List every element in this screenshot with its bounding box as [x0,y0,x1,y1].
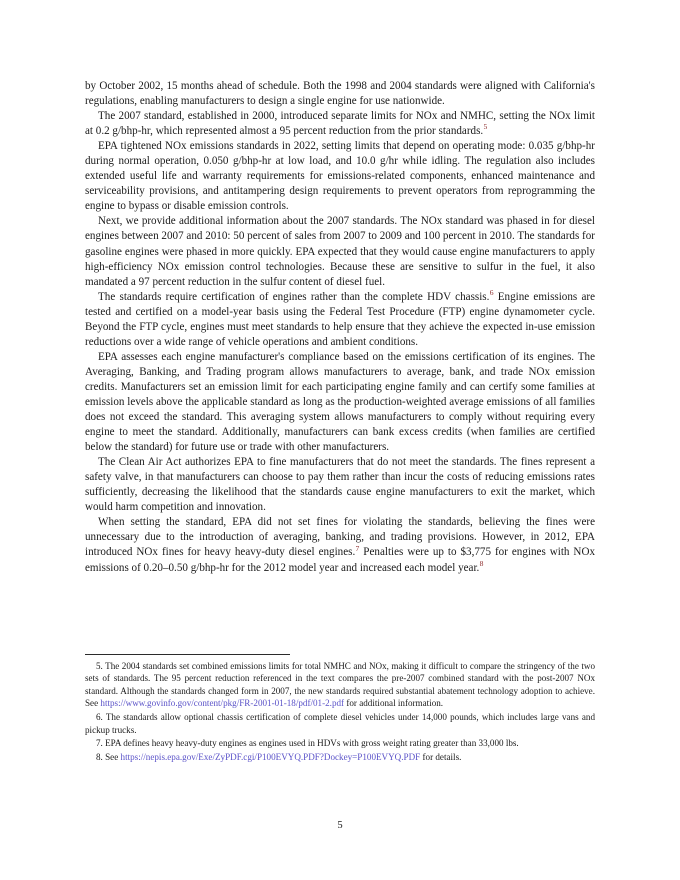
body-text-block [85,79,595,576]
footnotes-section [85,654,595,764]
paragraph-text-after-marker: Penalties were up to $3,775 for engines with NOx emissions of 0.20–0.50 g/bhp-hr for the 2012 model year and increased each model year. [85,546,595,574]
footnote-link-nepis[interactable]: https://nepis.epa.gov/Exe/ZyPDF.cgi/P100EVYQ.PDF?Dockey=P100EVYQ.PDF [120,752,421,763]
paragraph-text: Next, we provide additional information about the 2007 standards. The NOx standard was phased in for diesel engines between 2007 and 2010: 50 percent of sales from 2007 to 2009 and 100 percent in 2010. The standards for gasoline engines were phased in more quickly. EPA expected that they would cause engine manufacturers to apply high-efficiency NOx emission control technologies. Because these are sensitive to sulfur in the fuel, it also mandated a 97 percent reduction in the sulfur content of diesel fuel. [85,215,595,288]
paragraph-text: EPA tightened NOx emissions standards in 2022, setting limits that depend on operating mode: 0.035 g/bhp-hr during normal operation, 0.050 g/bhp-hr at low load, and 10.0 g/hr while idling. The regulation also includes extended useful life and warranty requirements for emissions-related components, enhanced maintenance and serviceability provisions, and antitampering design requirements to prevent operators from reprogramming the engine to bypass or disable emission controls. [85,140,595,213]
footnote-marker-7[interactable]: 7 [355,543,360,553]
paragraph-clean-air-act-fines [85,455,595,515]
footnote-text-before-url: See [102,752,121,763]
footnote-text-after-url: for details. [420,752,462,763]
footnote-text: The standards allow optional chassis certification of complete diesel vehicles under 14,000 pounds, which includes large vans and pickup trucks. [85,712,595,735]
footnote-7 [85,737,595,749]
footnote-link-govinfo[interactable]: https://www.govinfo.gov/content/pkg/FR-2001-01-18/pdf/01-2.pdf [100,698,345,709]
footnote-marker-6[interactable]: 6 [489,287,494,297]
paragraph-2007-standard [85,109,595,139]
paragraph-certification [85,287,595,350]
footnote-text-before-url: The 2004 standards set combined emissions limits for total NMHC and NOx, making it difficult to compare the stringency of the two sets of standards. The 95 percent reduction referenced in the text compares the pre-2007 combined standard with the post-2007 NOx standard. Although the standards changed form in 2007, the new standards required substantial abatement technology adoption to achieve. See [85,661,595,709]
footnote-marker-8[interactable]: 8 [479,558,484,568]
paragraph-text: The 2007 standard, established in 2000, introduced separate limits for NOx and NMHC, setting the NOx limit at 0.2 g/bhp-hr, which represented almost a 95 percent reduction from the prior standards. [85,110,595,138]
footnote-number: 5. [96,661,103,671]
footnote-6 [85,711,595,736]
page-number: 5 [337,820,343,831]
paragraph-text-before-marker: The standards require certification of engines rather than the complete HDV chassis. [98,290,490,303]
paragraph-text-before-marker: When setting the standard, EPA did not set fines for violating the standards, believing the fines were unnecessary due to the introduction of averaging, banking, and trading provisions. However, in 2012, EPA introduced NOx fines for heavy heavy-duty diesel engines. [85,516,595,559]
paragraph-text: The Clean Air Act authorizes EPA to fine manufacturers that do not meet the standards. The fines represent a safety valve, in that manufacturers can choose to pay them rather than incur the costs of reducing emissions rates sufficiently, decreasing the likelihood that the standards cause engine manufacturers to exit the market, which would harm competition and innovation. [85,456,595,514]
footnote-separator-rule [85,654,290,655]
footnote-number: 8. [96,752,103,763]
footnote-number: 6. [96,712,103,723]
paragraph-2022-standards [85,139,595,214]
footnote-marker-5[interactable]: 5 [483,122,488,132]
footnote-5 [85,660,595,710]
footnote-number: 7. [96,738,103,749]
paragraph-averaging-banking-trading [85,350,595,455]
paragraph-text: by October 2002, 15 months ahead of schedule. Both the 1998 and 2004 standards were aligned with California's regulations, enabling manufacturers to design a single engine for use nationwide. [85,80,595,108]
footnote-text-after-url: for additional information. [344,698,444,709]
paragraph-text: EPA assesses each engine manufacturer's compliance based on the emissions certification of its engines. The Averaging, Banking, and Trading program allows manufacturers to average, bank, and trade NOx emission credits. Manufacturers set an emission limit for each participating engine family and can certify some families at emission levels above the applicable standard as long as the production-weighted average emissions of all families does not exceed the standard. This averaging system allows manufacturers to comply without requiring every engine to meet the standard. Additionally, manufacturers can bank excess credits (when families are certified below the standard) for future use or trade with other manufacturers. [85,350,595,454]
paragraph-phase-in [85,214,595,289]
footnote-8 [85,751,595,763]
paragraph-1998-2004-standards [85,79,595,109]
footnote-text: EPA defines heavy heavy-duty engines as engines used in HDVs with gross weight rating greater than 33,000 lbs. [102,738,519,749]
paragraph-text-after-marker: Engine emissions are tested and certified on a model-year basis using the Federal Test Procedure (FTP) engine dynamometer cycle. Beyond the FTP cycle, engines must meet standards to help ensure that they achieve the expected in-use emission reductions over a wide range of vehicle operations and ambient conditions. [85,290,595,348]
paragraph-2012-fines [85,515,595,575]
